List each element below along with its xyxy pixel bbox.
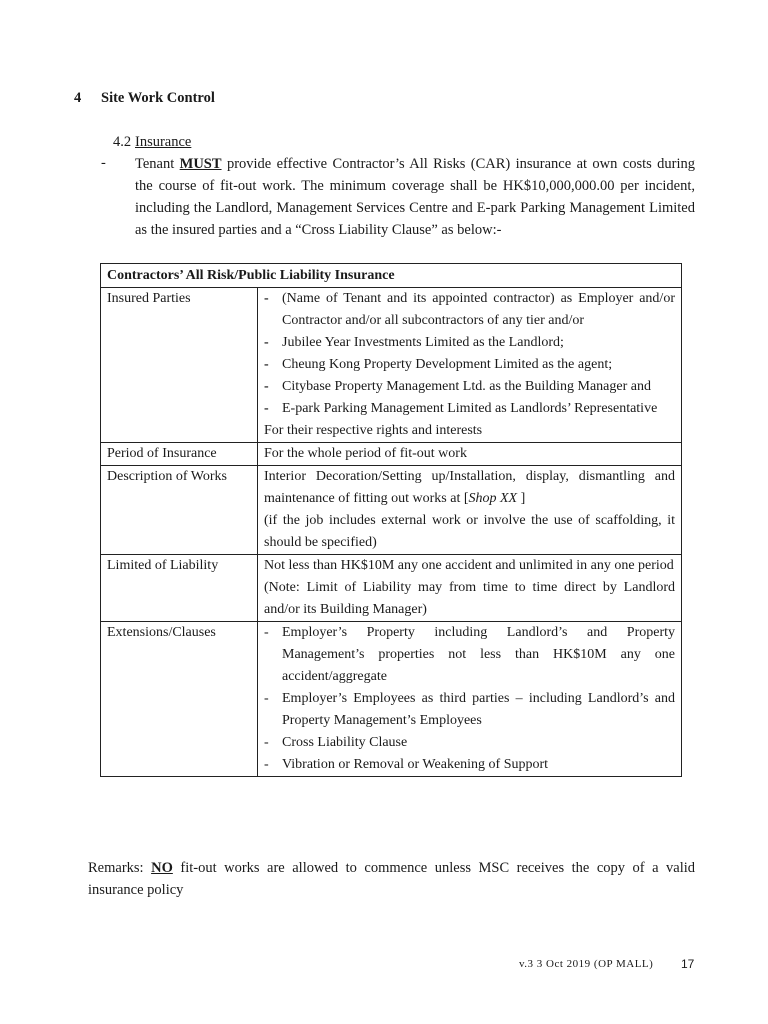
- works-value: [258, 466, 682, 555]
- table-row-extensions: [101, 622, 682, 777]
- section-heading: [74, 90, 215, 107]
- remarks-text: fit-out works are allowed to commence unless MSC receives the copy of a valid insurance policy: [88, 860, 696, 898]
- extension-item: - Employer’s Property including Landlord’s and Property Management’s properties not less than HK$10M any one accident/aggregate: [264, 625, 675, 684]
- remarks-no: NO: [151, 860, 173, 876]
- intro-paragraph: [135, 153, 695, 241]
- insured-item: - Jubilee Year Investments Limited as the Landlord;: [264, 335, 564, 350]
- insured-label: Insured Parties: [101, 288, 258, 443]
- insured-item: - E-park Parking Management Limited as Landlords’ Representative: [264, 401, 658, 416]
- extensions-label: Extensions/Clauses: [101, 622, 258, 777]
- section-number: 4: [74, 90, 82, 106]
- insured-item: - Cheung Kong Property Development Limited as the agent;: [264, 357, 613, 372]
- insured-item: - (Name of Tenant and its appointed contractor) as Employer and/or Contractor and/or all subcontractors of any tier and/or: [264, 291, 675, 328]
- extension-item: - Cross Liability Clause: [264, 735, 408, 750]
- extension-item: - Vibration or Removal or Weakening of Support: [264, 757, 549, 772]
- shop-placeholder: Shop XX: [468, 491, 518, 506]
- insured-footer: For their respective rights and interests: [264, 423, 483, 438]
- remarks-label: Remarks:: [88, 860, 144, 876]
- table-row-liability: [101, 555, 682, 622]
- table-row-period: [101, 443, 682, 466]
- section-title: Site Work Control: [101, 90, 215, 106]
- liability-value: [258, 555, 682, 622]
- intro-must: MUST: [179, 156, 222, 172]
- intro-dash: -: [101, 155, 106, 171]
- works-line2: (if the job includes external work or involve the use of scaffolding, it should be specified): [264, 513, 675, 550]
- insurance-table: [100, 263, 682, 777]
- page-number: 17: [681, 957, 695, 971]
- insured-item: - Citybase Property Management Ltd. as the Building Manager and: [264, 379, 651, 394]
- subsection-heading: [113, 134, 191, 151]
- extensions-value: [258, 622, 682, 777]
- insured-value: [258, 288, 682, 443]
- subsection-number: 4.2: [113, 134, 132, 150]
- extension-item: - Employer’s Employees as third parties – including Landlord’s and Property Management’s Employees: [264, 691, 675, 728]
- works-line1: Interior Decoration/Setting up/Installation, display, dismantling and maintenance of fitting out works at [Shop XX ]: [264, 469, 675, 506]
- table-header: Contractors’ All Risk/Public Liability Insurance: [101, 264, 682, 288]
- subsection-title: Insurance: [135, 134, 192, 150]
- intro-pre: Tenant: [135, 156, 175, 172]
- liability-label: Limited of Liability: [101, 555, 258, 622]
- liability-line2: (Note: Limit of Liability may from time to time direct by Landlord and/or its Building Manager): [264, 580, 675, 617]
- table-header-row: [101, 264, 682, 288]
- footer-version: v.3 3 Oct 2019 (OP MALL): [519, 958, 654, 970]
- table-row-insured: [101, 288, 682, 443]
- intro-post: provide effective Contractor’s All Risks (CAR) insurance at own costs during the course of fit-out work. The minimum coverage shall be HK$10,000,000.00 per incident, including the Landlord, Management Services Centre and E-park Parking Management Limited as the insured parties and a “Cross Liability Clause” as below:-: [135, 156, 696, 238]
- remarks: [88, 857, 695, 901]
- works-label: Description of Works: [101, 466, 258, 555]
- period-label: Period of Insurance: [101, 443, 258, 466]
- liability-line1: Not less than HK$10M any one accident and unlimited in any one period: [264, 558, 674, 573]
- table-row-works: [101, 466, 682, 555]
- period-value: For the whole period of fit-out work: [258, 443, 682, 466]
